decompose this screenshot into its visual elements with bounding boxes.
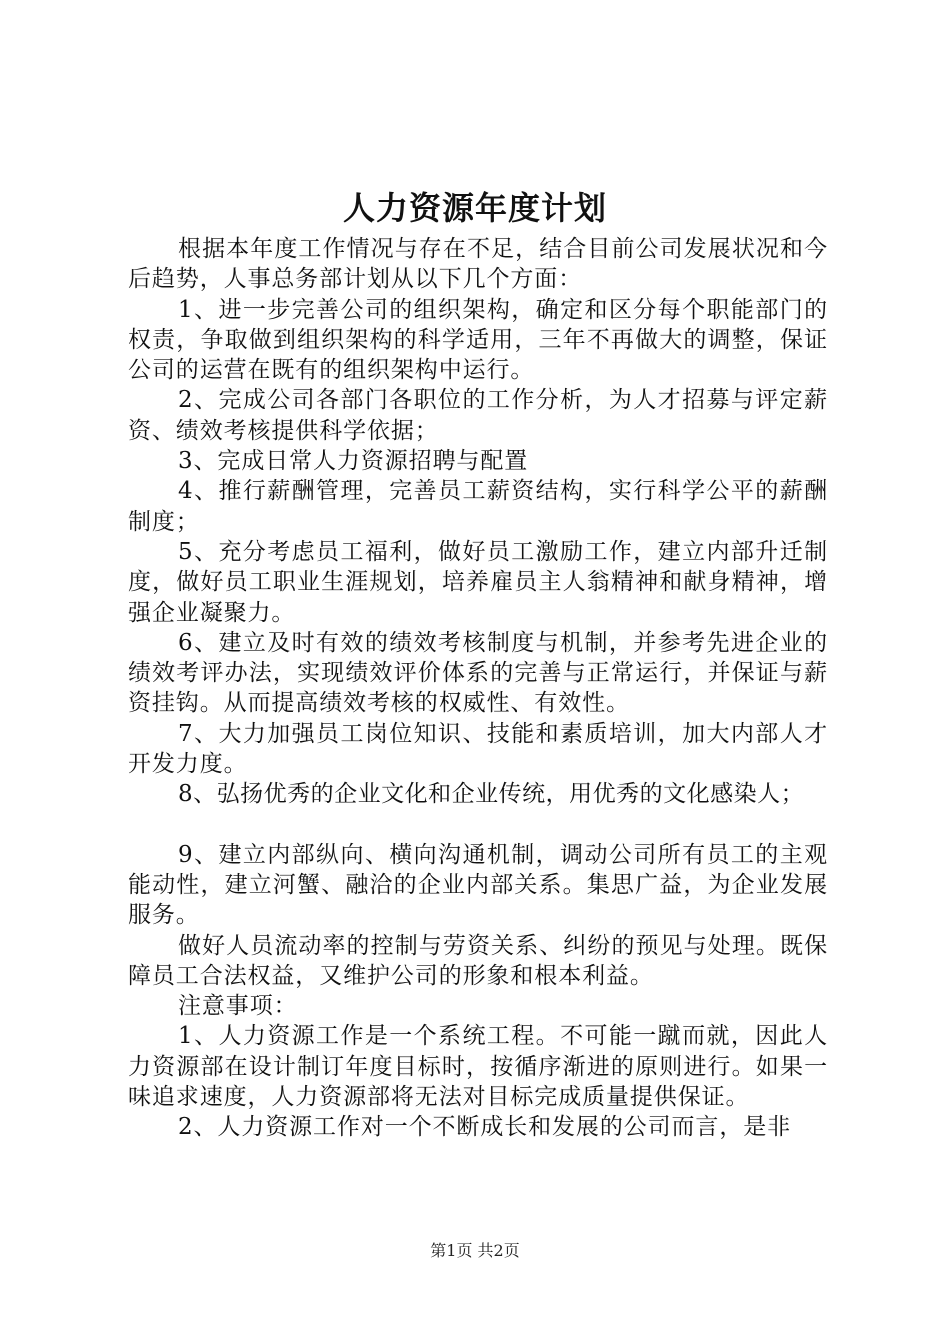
document-title: 人力资源年度计划 bbox=[342, 189, 607, 227]
note-item-2: 2、人力资源工作对一个不断成长和发展的公司而言，是非 bbox=[178, 1114, 792, 1141]
plan-item-4: 4、推行薪酬管理，完善员工薪资结构，实行科学公平的薪酬制度； bbox=[128, 478, 828, 535]
plan-item-8: 8、弘扬优秀的企业文化和企业传统，用优秀的文化感染人； bbox=[178, 781, 805, 808]
plan-item-9: 9、建立内部纵向、横向沟通机制，调动公司所有员工的主观能动性，建立河蟹、融洽的企业内部关系。集思广益，为企业发展服务。 bbox=[128, 841, 828, 929]
plan-item-6: 6、建立及时有效的绩效考核制度与机制，并参考先进企业的绩效考评办法，实现绩效评价体系的完善与正常运行，并保证与薪资挂钩。从而提高绩效考核的权威性、有效性。 bbox=[128, 629, 828, 717]
notes-heading: 注意事项： bbox=[178, 993, 298, 1020]
note-item-1: 1、人力资源工作是一个系统工程。不可能一蹴而就，因此人力资源部在设计制订年度目标时，按循序渐进的原则进行。如果一味追求速度，人力资源部将无法对目标完成质量提供保证。 bbox=[128, 1023, 828, 1111]
document-body bbox=[128, 234, 828, 1143]
intro-paragraph: 根据本年度工作情况与存在不足，结合目前公司发展状况和今后趋势，人事总务部计划从以下几个方面： bbox=[128, 236, 828, 293]
plan-item-5: 5、充分考虑员工福利，做好员工激励工作，建立内部升迁制度，做好员工职业生涯规划，培养雇员主人翁精神和献身精神，增强企业凝聚力。 bbox=[128, 538, 828, 626]
turnover-paragraph: 做好人员流动率的控制与劳资关系、纠纷的预见与处理。既保障员工合法权益，又维护公司的形象和根本利益。 bbox=[128, 932, 828, 989]
plan-item-7: 7、大力加强员工岗位知识、技能和素质培训，加大内部人才开发力度。 bbox=[128, 720, 828, 778]
plan-item-1: 1、进一步完善公司的组织架构，确定和区分每个职能部门的权责，争取做到组织架构的科学适用，三年不再做大的调整，保证公司的运营在既有的组织架构中运行。 bbox=[128, 296, 828, 384]
page-footer: 第1页 共2页 bbox=[430, 1241, 520, 1260]
plan-item-2: 2、完成公司各部门各职位的工作分析，为人才招募与评定薪资、绩效考核提供科学依据； bbox=[128, 387, 828, 444]
plan-item-3: 3、完成日常人力资源招聘与配置 bbox=[178, 448, 529, 475]
